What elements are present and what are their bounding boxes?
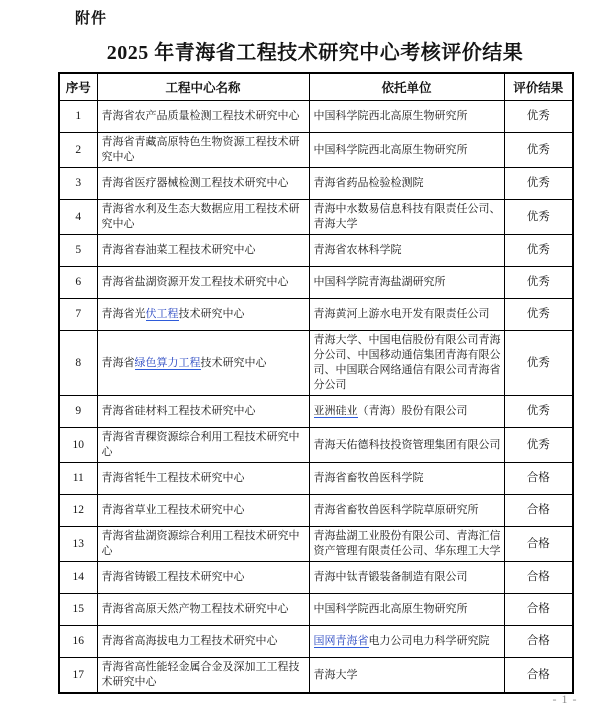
cell-center-name <box>97 331 309 396</box>
cell-result: 优秀 <box>504 235 573 267</box>
table-row <box>59 562 573 594</box>
cell-unit <box>309 396 504 428</box>
text-segment: 青海省畜牧兽医科学院 <box>313 472 424 484</box>
table-row <box>59 396 573 428</box>
table-row <box>59 101 573 133</box>
cell-unit <box>309 626 504 658</box>
text-segment: 青海省青藏高原特色生物资源工程技术研究中心 <box>101 136 300 163</box>
cell-row-number: 17 <box>59 658 97 694</box>
cell-unit <box>309 594 504 626</box>
cell-center-name <box>97 168 309 200</box>
cell-row-number: 4 <box>59 200 97 235</box>
cell-row-number: 14 <box>59 562 97 594</box>
cell-row-number: 10 <box>59 428 97 463</box>
cell-unit <box>309 267 504 299</box>
text-segment: 青海省硅材料工程技术研究中心 <box>101 405 256 417</box>
cell-result: 优秀 <box>504 428 573 463</box>
text-segment: 中国科学院青海盐湖研究所 <box>313 276 446 288</box>
table-row <box>59 235 573 267</box>
cell-result: 优秀 <box>504 267 573 299</box>
inline-link[interactable]: 国网青海省 <box>313 635 369 647</box>
table-row <box>59 299 573 331</box>
cell-row-number: 2 <box>59 133 97 168</box>
table-row <box>59 200 573 235</box>
cell-row-number: 3 <box>59 168 97 200</box>
cell-row-number: 12 <box>59 495 97 527</box>
cell-unit <box>309 133 504 168</box>
results-table <box>58 72 574 694</box>
text-segment: 青海大学、中国电信股份有限公司青海分公司、中国移动通信集团青海有限公司、中国联合网络通信有限公司青海省分公司 <box>313 334 501 391</box>
table-row <box>59 428 573 463</box>
page-number: - 1 - <box>552 692 578 706</box>
text-segment: 青海省畜牧兽医科学院草原研究所 <box>313 504 479 516</box>
cell-row-number: 15 <box>59 594 97 626</box>
cell-result: 优秀 <box>504 396 573 428</box>
text-segment: 技术研究中心 <box>200 356 267 369</box>
cell-unit <box>309 200 504 235</box>
cell-unit <box>309 463 504 495</box>
table-row <box>59 527 573 562</box>
cell-unit <box>309 235 504 267</box>
cell-center-name <box>97 267 309 299</box>
text-segment: 技术研究中心 <box>178 308 245 320</box>
cell-result: 合格 <box>504 463 573 495</box>
text-segment: 青海省盐湖资源开发工程技术研究中心 <box>101 276 289 288</box>
cell-result: 优秀 <box>504 101 573 133</box>
cell-center-name <box>97 626 309 658</box>
cell-result: 优秀 <box>504 133 573 168</box>
text-segment: 青海省农产品质量检测工程技术研究中心 <box>101 110 300 122</box>
cell-unit <box>309 562 504 594</box>
cell-unit <box>309 168 504 200</box>
inline-link[interactable]: 绿色算力工程 <box>134 356 201 369</box>
cell-center-name <box>97 658 309 694</box>
cell-center-name <box>97 594 309 626</box>
cell-center-name <box>97 495 309 527</box>
text-segment: 青海省高海拔电力工程技术研究中心 <box>101 635 278 647</box>
text-segment: 青海省盐湖资源综合利用工程技术研究中心 <box>101 530 300 557</box>
cell-result: 合格 <box>504 594 573 626</box>
text-segment: 青海省草业工程技术研究中心 <box>101 504 245 516</box>
table-row <box>59 495 573 527</box>
text-segment: 青海中钛青锻装备制造有限公司 <box>313 571 468 583</box>
cell-row-number: 9 <box>59 396 97 428</box>
table-row <box>59 133 573 168</box>
cell-unit <box>309 331 504 396</box>
text-segment: 青海省药品检验检测院 <box>313 177 424 189</box>
text-segment: 青海天佑德科技投资管理集团有限公司 <box>313 438 501 451</box>
cell-result: 优秀 <box>504 331 573 396</box>
text-segment: 中国科学院西北高原生物研究所 <box>313 143 468 156</box>
cell-center-name <box>97 428 309 463</box>
cell-unit <box>309 101 504 133</box>
attachment-label: 附件 <box>75 10 108 27</box>
cell-row-number: 5 <box>59 235 97 267</box>
cell-center-name <box>97 527 309 562</box>
text-segment: 青海省光 <box>101 308 146 320</box>
column-header: 序号 <box>59 73 97 101</box>
cell-result: 合格 <box>504 527 573 562</box>
text-segment: 青海省高性能轻金属合金及深加工工程技术研究中心 <box>101 661 300 688</box>
text-segment: 青海盐湖工业股份有限公司、青海汇信资产管理有限责任公司、华东理工大学 <box>313 530 501 557</box>
table-row <box>59 331 573 396</box>
text-segment: 青海中水数易信息科技有限责任公司、青海大学 <box>313 203 501 230</box>
cell-center-name <box>97 200 309 235</box>
text-segment: 青海省 <box>101 356 135 369</box>
cell-row-number: 7 <box>59 299 97 331</box>
cell-row-number: 1 <box>59 101 97 133</box>
cell-center-name <box>97 133 309 168</box>
table-header-row <box>59 73 573 101</box>
column-header: 依托单位 <box>309 73 504 101</box>
table-row <box>59 626 573 658</box>
cell-unit <box>309 527 504 562</box>
text-segment: 青海省牦牛工程技术研究中心 <box>101 472 245 484</box>
cell-center-name <box>97 463 309 495</box>
text-segment: 青海省医疗器械检测工程技术研究中心 <box>101 177 289 189</box>
cell-result: 合格 <box>504 495 573 527</box>
cell-row-number: 13 <box>59 527 97 562</box>
table-row <box>59 658 573 694</box>
cell-row-number: 16 <box>59 626 97 658</box>
text-segment: 青海省水利及生态大数据应用工程技术研究中心 <box>101 203 300 230</box>
cell-row-number: 6 <box>59 267 97 299</box>
inline-link[interactable]: 伏工程 <box>145 308 179 320</box>
cell-row-number: 11 <box>59 463 97 495</box>
table-row <box>59 594 573 626</box>
text-segment: （青海）股份有限公司 <box>357 405 468 417</box>
cell-center-name <box>97 235 309 267</box>
cell-result: 优秀 <box>504 200 573 235</box>
text-segment: 中国科学院西北高原生物研究所 <box>313 603 468 615</box>
inline-link[interactable]: 亚洲硅业 <box>313 405 358 417</box>
text-segment: 青海大学 <box>313 668 358 681</box>
table-row <box>59 463 573 495</box>
table-row <box>59 168 573 200</box>
cell-center-name <box>97 101 309 133</box>
text-segment: 青海省春油菜工程技术研究中心 <box>101 244 256 256</box>
cell-center-name <box>97 396 309 428</box>
cell-result: 优秀 <box>504 299 573 331</box>
table-row <box>59 267 573 299</box>
cell-center-name <box>97 299 309 331</box>
text-segment: 青海省农林科学院 <box>313 244 402 256</box>
text-segment: 中国科学院西北高原生物研究所 <box>313 110 468 122</box>
text-segment: 青海省青稞资源综合利用工程技术研究中心 <box>101 431 300 458</box>
page-title: 2025 年青海省工程技术研究中心考核评价结果 <box>106 42 524 64</box>
column-header: 评价结果 <box>504 73 573 101</box>
cell-unit <box>309 299 504 331</box>
cell-row-number: 8 <box>59 331 97 396</box>
cell-result: 合格 <box>504 626 573 658</box>
cell-result: 优秀 <box>504 168 573 200</box>
text-segment: 青海黄河上游水电开发有限责任公司 <box>313 308 490 320</box>
cell-center-name <box>97 562 309 594</box>
cell-unit <box>309 658 504 694</box>
cell-unit <box>309 495 504 527</box>
cell-unit <box>309 428 504 463</box>
text-segment: 青海省高原天然产物工程技术研究中心 <box>101 603 289 615</box>
column-header: 工程中心名称 <box>97 73 309 101</box>
text-segment: 青海省铸锻工程技术研究中心 <box>101 571 245 583</box>
cell-result: 合格 <box>504 658 573 694</box>
cell-result: 合格 <box>504 562 573 594</box>
text-segment: 电力公司电力科学研究院 <box>368 635 490 647</box>
